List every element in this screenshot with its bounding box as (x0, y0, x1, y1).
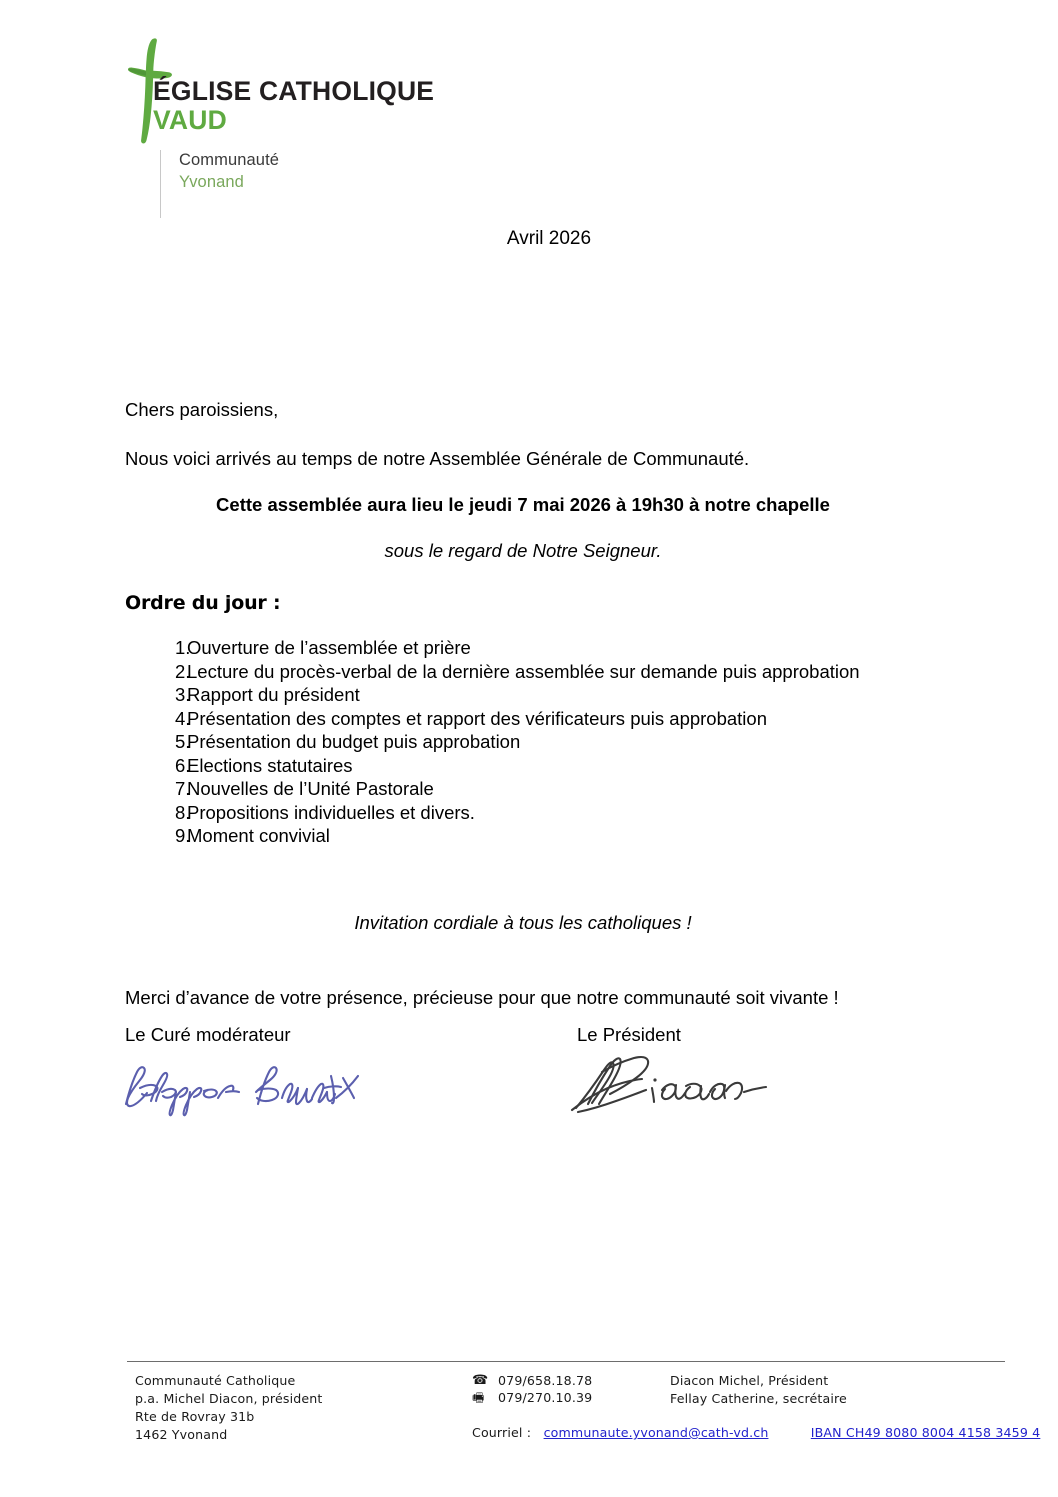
footer-contacts (472, 1372, 592, 1407)
signature-label-president: Le Président (577, 1024, 681, 1045)
list-item (125, 824, 935, 847)
logo-line-eglise-catholique: ÉGLISE CATHOLIQUE (153, 76, 435, 106)
agenda-item-number: 1. (175, 637, 191, 659)
footer-fax-number: 079/270.10.39 (498, 1390, 593, 1406)
agenda-item-label: Elections statutaires (187, 754, 353, 776)
agenda-item-number: 5. (175, 731, 191, 753)
list-item (125, 730, 935, 753)
footer-officer-president: Diacon Michel, Président (670, 1373, 829, 1388)
agenda-item-label: Ouverture de l’assemblée et prière (187, 637, 471, 659)
logo-line-vaud: VAUD (153, 104, 227, 135)
footer-address-line: 1462 Yvonand (135, 1426, 228, 1442)
signature-president (558, 1052, 788, 1118)
agenda-item-label: Rapport du président (187, 684, 360, 706)
footer (127, 1372, 1041, 1442)
footer-fax-row (472, 1390, 592, 1408)
agenda-item-number: 3. (175, 684, 191, 706)
email-link[interactable]: communaute.yvonand@cath-vd.ch (543, 1425, 769, 1440)
agenda-item-number: 4. (175, 707, 191, 729)
document-date: Avril 2026 (506, 228, 592, 249)
agenda-list (125, 636, 935, 847)
invitation-line: Invitation cordiale à tous les catholiques ! (354, 911, 692, 933)
agenda-item-label: Nouvelles de l’Unité Pastorale (187, 778, 434, 800)
sublogo-communaute: Communauté (179, 151, 280, 169)
list-item (125, 707, 935, 730)
salutation: Chers paroissiens, (125, 399, 279, 420)
letterhead (125, 42, 545, 191)
sublogo-yvonand: Yvonand (179, 172, 244, 191)
footer-phone-row (472, 1372, 592, 1390)
email-label: Courriel : (472, 1425, 532, 1440)
letter-body (125, 398, 935, 934)
thanks-paragraph: Merci d’avance de votre présence, précieuse pour que notre communauté soit vivante ! (125, 987, 839, 1008)
logo (125, 42, 545, 142)
iban-value: IBAN CH49 8080 8004 4158 3459 4 (810, 1425, 1041, 1440)
agenda-item-label: Propositions individuelles et divers. (187, 801, 475, 823)
agenda-item-number: 9. (175, 825, 191, 847)
signature-cure-moderateur (118, 1058, 368, 1120)
logo-subtitle (160, 150, 279, 218)
agenda-item-number: 6. (175, 754, 191, 776)
agenda-item-number: 8. (175, 801, 191, 823)
footer-contact-line (472, 1425, 1040, 1440)
agenda-title: Ordre du jour : (125, 592, 281, 615)
agenda-item-number: 7. (175, 778, 191, 800)
agenda-item-label: Présentation des comptes et rapport des vérificateurs puis approbation (187, 707, 767, 729)
telephone-icon: ☎ (472, 1373, 489, 1389)
footer-address-line: Rte de Rovray 31b (135, 1408, 255, 1424)
agenda-item-label: Moment convivial (187, 825, 330, 847)
list-item (125, 801, 935, 824)
signature-labels (125, 1024, 935, 1054)
list-item (125, 636, 935, 659)
logo-wordmark (153, 78, 434, 134)
list-item (125, 660, 935, 683)
footer-address (135, 1372, 323, 1444)
signature-label-cure: Le Curé modérateur (125, 1024, 291, 1045)
footer-address-line: Communauté Catholique (135, 1373, 296, 1388)
footer-phone-number: 079/658.18.78 (498, 1372, 593, 1388)
meeting-details: Cette assemblée aura lieu le jeudi 7 mai 2026 à 19h30 à notre chapelle (216, 494, 830, 516)
list-item (125, 777, 935, 800)
intro-paragraph: Nous voici arrivés au temps de notre Assemblée Générale de Communauté. (125, 448, 750, 470)
footer-address-line: p.a. Michel Diacon, président (135, 1390, 323, 1406)
list-item (125, 754, 935, 777)
footer-officer-secretary: Fellay Catherine, secrétaire (670, 1390, 847, 1406)
meeting-subheading: sous le regard de Notre Seigneur. (384, 540, 662, 562)
list-item (125, 683, 935, 706)
footer-officers (670, 1372, 847, 1408)
agenda-item-number: 2. (175, 660, 191, 682)
fax-icon: 🖷 (472, 1390, 485, 1406)
agenda-item-label: Lecture du procès-verbal de la dernière assemblée sur demande puis approbation (187, 660, 860, 682)
agenda-item-label: Présentation du budget puis approbation (187, 731, 521, 753)
footer-divider (127, 1361, 1005, 1362)
